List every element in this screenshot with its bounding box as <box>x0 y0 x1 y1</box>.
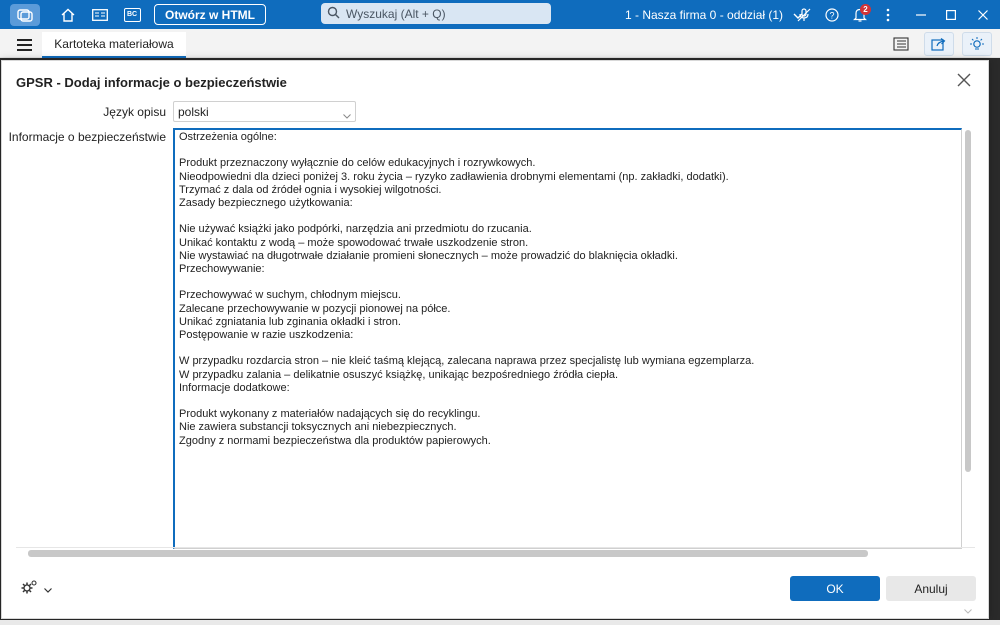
close-icon[interactable] <box>957 73 973 89</box>
language-value: polski <box>178 104 209 119</box>
language-label: Język opisu <box>103 105 166 119</box>
dialog-title: GPSR - Dodaj informacje o bezpieczeństwie <box>16 75 287 90</box>
minimize-icon[interactable] <box>906 0 936 29</box>
home-icon[interactable] <box>54 4 82 26</box>
company-label: 1 - Nasza firma 0 - oddział (1) <box>625 7 784 22</box>
gpsr-dialog <box>1 60 989 619</box>
safety-info-textarea[interactable]: Ostrzeżenia ogólne: Produkt przeznaczony wyłącznie do celów edukacyjnych i rozrywkowych. Nieodpowiedni dla dzieci poniżej 3. roku życia – ryzyko zadławienia drobnymi elementami (np. zakładki, dodatki). Trzymać z dala od źródeł ognia i wysokiej wilgotności. Zasady bezpiecznego użytkowania: Nie używać książki jako podpórki, narzędzia ani przedmiotu do rzucania. Unikać kontaktu z wodą – może spowodować trwałe uszkodzenie stron. Nie wystawiać na długotrwałe działanie promieni słonecznych – może prowadzić do blaknięcia okładki. Przechowywanie: Przechowywać w suchym, chłodnym miejscu. Zalecane przechowywanie w pozycji pionowej na półce. Unikać zgniatania lub zginania okładki i stron. Postępowanie w razie uszkodzenia: W przypadku rozdarcia stron – nie kleić taśmą klejącą, zalecana naprawa przez specjalistę lub wymiana egzemplarza. W przypadku zalania – delikatnie osuszyć książkę, unikając bezpośredniego źródła ciepła. Informacje dodatkowe: Produkt wykonany z materiałów nadających się do recyklingu. Nie zawiera substancji toksycznych ani niebezpiecznych. Zgodny z normami bezpieczeństwa dla produktów papierowych. <box>173 128 962 549</box>
bc-icon[interactable]: BC <box>118 4 146 26</box>
tab-kartoteka[interactable]: Kartoteka materiałowa <box>42 32 186 58</box>
settings-menu[interactable] <box>20 579 52 598</box>
gear-icon <box>20 579 38 598</box>
chevron-down-icon <box>343 108 351 122</box>
ok-button[interactable]: OK <box>790 576 880 601</box>
language-select[interactable] <box>173 101 356 122</box>
list-view-icon[interactable] <box>886 32 916 56</box>
maximize-icon[interactable] <box>936 0 966 29</box>
title-bar <box>0 0 1000 29</box>
chevron-down-icon[interactable] <box>964 603 972 617</box>
cancel-button[interactable]: Anuluj <box>886 576 976 601</box>
close-icon[interactable] <box>966 0 1000 29</box>
vertical-scrollbar[interactable] <box>964 128 972 549</box>
scrollbar-thumb[interactable] <box>965 130 971 472</box>
search-icon <box>327 6 340 22</box>
lightbulb-icon[interactable] <box>962 32 992 56</box>
search-placeholder: Wyszukaj (Alt + Q) <box>346 6 446 21</box>
id-card-icon[interactable] <box>86 4 114 26</box>
company-selector[interactable] <box>625 0 803 29</box>
info-label: Informacje o bezpieczeństwie <box>8 130 166 144</box>
bell-icon[interactable] <box>846 0 874 29</box>
more-icon[interactable] <box>874 0 902 29</box>
search-input[interactable] <box>321 3 551 24</box>
menu-icon[interactable] <box>17 39 32 50</box>
open-html-button[interactable]: Otwórz w HTML <box>154 4 266 25</box>
notification-badge: 2 <box>860 4 871 15</box>
app-icon[interactable] <box>10 4 40 26</box>
chevron-down-icon <box>44 582 52 596</box>
help-icon[interactable] <box>818 0 846 29</box>
mic-off-icon[interactable] <box>790 0 818 29</box>
horizontal-scrollbar[interactable] <box>28 550 868 557</box>
share-icon[interactable] <box>924 32 954 56</box>
divider <box>16 547 975 548</box>
svg-text:?: ? <box>829 10 835 20</box>
tab-strip <box>0 29 1000 58</box>
window-bottom-edge <box>0 620 1000 625</box>
